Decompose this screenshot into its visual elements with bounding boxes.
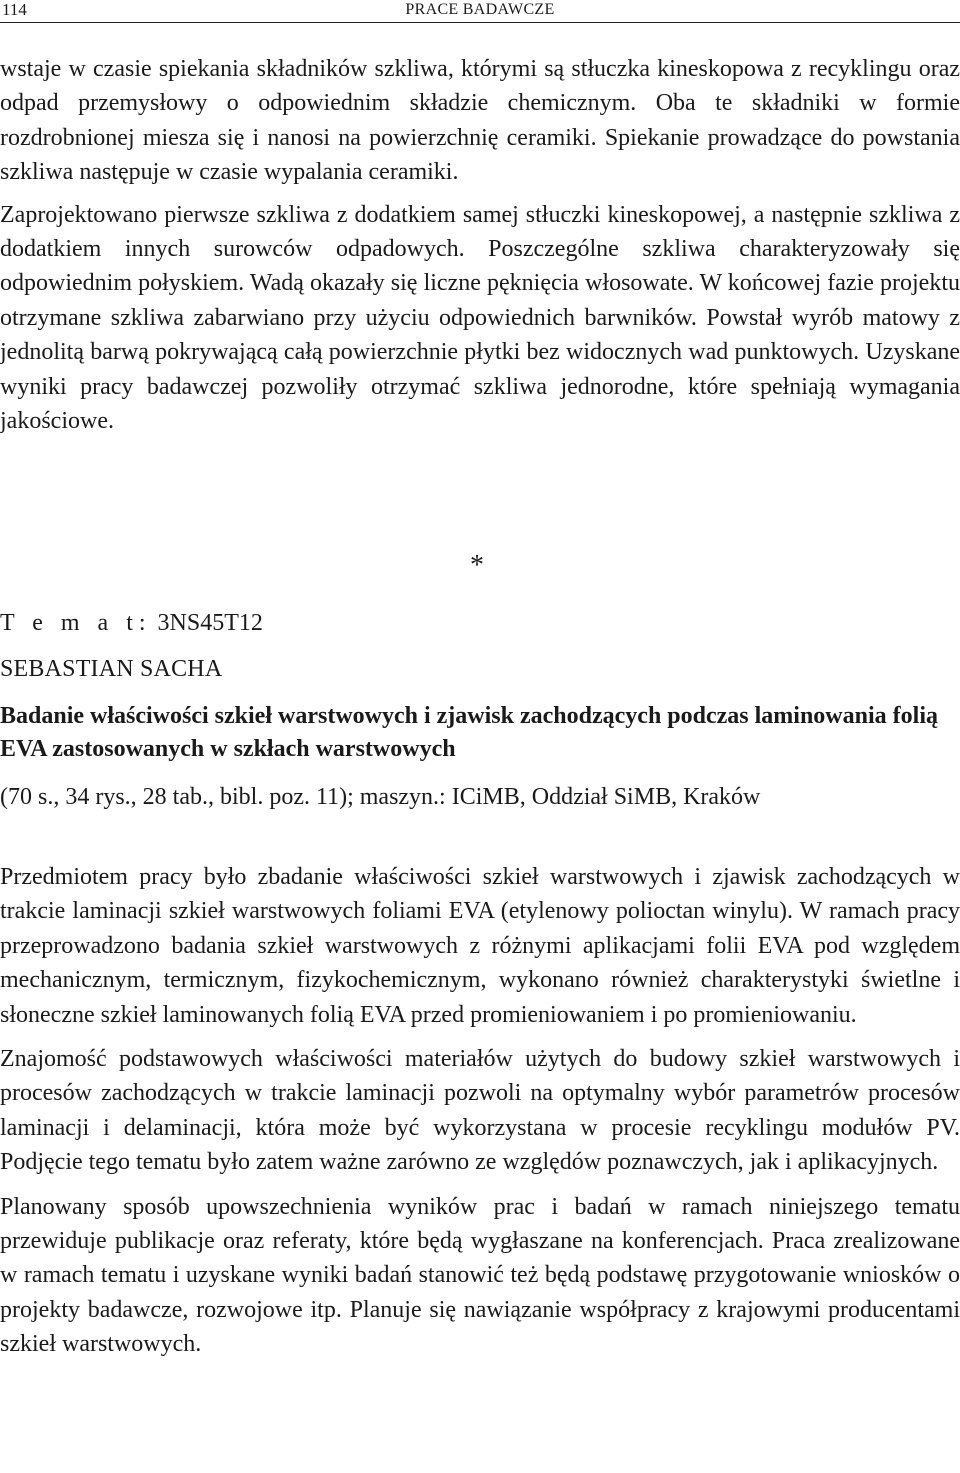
topic-line <box>0 606 263 640</box>
paragraph: Zaprojektowano pierwsze szkliwa z dodatkiem samej stłuczki kineskopowej, a następnie szkliwa z dodatkiem innych surowców odpadowych. Poszczególne szkliwa charakteryzowały się odpowiednim połyskiem. Wadą okazały się liczne pęknięcia włosowate. W końcowej fazie projektu otrzymane szkliwa zabarwiano przy użyciu odpowiednich barwników. Powstał wyrób matowy z jednolitą barwą pokrywającą całą powierzchnie płytki bez widocznych wad punktowych. Uzyskane wyniki pracy badawczej pozwoliły otrzymać szkliwa jednorodne, które spełniają wymagania jakościowe. <box>0 201 960 435</box>
work-title: Badanie właściwości szkieł warstwowych i zjawisk zachodzących podczas laminowania folią EVA zastosowanych w szkłach warstwowych <box>0 703 938 762</box>
bibliographic-note: (70 s., 34 rys., 28 tab., bibl. poz. 11); maszyn.: ICiMB, Oddział SiMB, Kraków <box>0 784 761 810</box>
abstract-paragraph: Przedmiotem pracy było zbadanie właściwości szkieł warstwowych i zjawisk zachodzących w trakcie laminacji szkieł warstwowych foliami EVA (etylenowy polioctan winylu). W ramach pracy przeprowadzono badania szkieł warstwowych z różnymi aplikacjami folii EVA pod względem mechanicznym, termicznym, fizykochemicznym, wykonano również charakterystyki świetlne i słoneczne szkieł laminowanych folią EVA przed promieniowaniem i po promieniowaniu. <box>0 864 960 1028</box>
page-header <box>0 0 960 23</box>
abstract <box>0 860 960 1362</box>
running-title: PRACE BADAWCZE <box>405 1 555 18</box>
topic-code: 3NS45T12 <box>157 610 263 636</box>
abstract-paragraph: Planowany sposób upowszechnienia wyników prac i badań w ramach niniejszego tematu przewiduje publikacje oraz referaty, które będą wygłaszane na konferencjach. Praca zrealizowane w ramach tematu i uzyskane wyniki badań stanowić też będą podstawę przygotowanie wniosków o projekty badawcze, rozwojowe itp. Planuje się nawiązanie współpracy z krajowymi producentami szkieł warstwowych. <box>0 1193 960 1358</box>
topic-label: T e m a t: <box>0 610 152 636</box>
section-separator: * <box>470 550 484 581</box>
page-number: 114 <box>2 0 27 19</box>
paragraph: wstaje w czasie spiekania składników szkliwa, którymi są stłuczka kineskopowa z recyklingu oraz odpad przemysłowy o odpowiednim składzie chemicznym. Oba te składniki w formie rozdrobnionej miesza się i nanosi na powierzchnię ceramiki. Spiekanie prowadzące do powstania szkliwa następuje w czasie wypalania ceramiki. <box>0 56 960 186</box>
abstract-paragraph: Znajomość podstawowych właściwości materiałów użytych do budowy szkieł warstwowych i procesów zachodzących w trakcie laminacji pozwoli na optymalny wybór parametrów procesów laminacji i delaminacji, która może być wykorzystana w procesie recyklingu modułów PV. Podjęcie tego tematu było zatem ważne zarówno ze względów poznawczych, jak i aplikacyjnych. <box>0 1046 960 1176</box>
author-name: SEBASTIAN SACHA <box>0 656 223 682</box>
previous-section <box>0 52 960 438</box>
